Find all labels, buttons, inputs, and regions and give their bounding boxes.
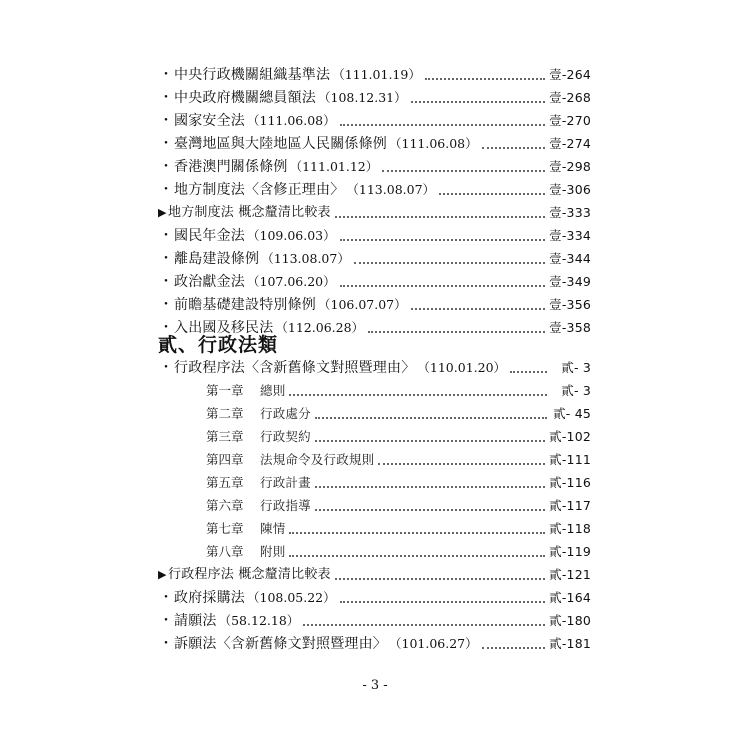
chapter-number: 第二章 [206, 406, 244, 421]
toc-chapter-row [158, 541, 591, 563]
entry-date: （112.06.28） [275, 320, 365, 335]
dot-leader [335, 216, 545, 218]
entry-title: 訴願法〈含新舊條文對照暨理由〉 [174, 636, 387, 652]
dot-leader [289, 555, 545, 557]
page-reference: 貳- 3 [561, 360, 591, 375]
section-heading: 貳、行政法類 [158, 334, 279, 356]
dot-leader [411, 101, 546, 103]
entry-title: 行政程序法〈含新舊條文對照暨理由〉 [174, 360, 416, 376]
chapter-line [206, 495, 549, 517]
page-reference: 壹-264 [549, 67, 591, 82]
toc-subentry-row [158, 564, 591, 586]
dot-leader [382, 170, 545, 172]
dot-leader [368, 331, 545, 333]
page-reference: 壹-333 [549, 205, 591, 220]
entry-title: 國家安全法 [174, 113, 245, 129]
dot-leader [315, 486, 545, 488]
triangle-bullet-icon: ▶ [158, 206, 167, 219]
dot-bullet-icon: ・ [159, 67, 173, 83]
page-reference: 貳-119 [549, 544, 591, 559]
chapter-title: 總則 [260, 383, 286, 398]
entry-date: （111.01.19） [332, 67, 421, 82]
dot-bullet-icon: ・ [159, 90, 173, 106]
dot-leader [340, 601, 546, 603]
entry-date: （111.06.08） [247, 113, 336, 128]
page-reference: 壹-334 [549, 228, 591, 243]
toc-entry-row [158, 587, 591, 609]
dot-bullet-icon: ・ [159, 320, 173, 336]
entry-date: （107.06.20） [247, 274, 336, 289]
dot-bullet-icon: ・ [159, 613, 173, 629]
chapter-number: 第一章 [206, 383, 244, 398]
toc-entry-row [158, 248, 591, 270]
chapter-title: 法規命令及行政規則 [260, 452, 375, 467]
toc-chapter-row [158, 472, 591, 494]
toc-chapter-row [158, 449, 591, 471]
dot-leader [340, 239, 546, 241]
chapter-line [206, 449, 549, 471]
dot-leader [411, 308, 546, 310]
dot-leader [340, 124, 546, 126]
chapter-line [206, 380, 551, 402]
dot-leader [303, 624, 545, 626]
dot-bullet-icon: ・ [159, 136, 173, 152]
dot-leader [335, 578, 545, 580]
page-reference: 壹-298 [549, 159, 591, 174]
page-reference: 貳-164 [549, 590, 591, 605]
dot-bullet-icon: ・ [159, 113, 173, 129]
toc-entry-row [158, 87, 591, 109]
entry-date: （110.01.20） [417, 360, 507, 375]
entry-date: （108.12.31） [318, 90, 407, 105]
entry-title: 請願法 [174, 613, 217, 629]
entry-title: 地方制度法 概念釐清比較表 [168, 205, 331, 220]
dot-bullet-icon: ・ [159, 636, 173, 652]
page-reference: 貳-111 [549, 452, 591, 467]
page-reference: 壹-344 [549, 251, 591, 266]
entry-title: 入出國及移民法 [174, 320, 274, 336]
page-reference: 貳-181 [549, 636, 591, 651]
page-reference: 貳-118 [549, 521, 591, 536]
toc-entry-row [158, 133, 591, 155]
dot-leader [482, 147, 546, 149]
dot-leader [315, 440, 545, 442]
entry-date: （58.12.18） [218, 613, 300, 628]
chapter-title: 行政計畫 [260, 475, 311, 490]
toc-entry-row [158, 110, 591, 132]
page-reference: 壹-358 [549, 320, 591, 335]
toc-entry-row [158, 225, 591, 247]
chapter-number: 第六章 [206, 498, 244, 513]
dot-bullet-icon: ・ [159, 297, 173, 313]
entry-title: 臺灣地區與大陸地區人民關係條例 [174, 136, 387, 152]
page-reference: 貳- 3 [561, 383, 591, 398]
chapter-line [206, 403, 551, 425]
entry-title: 前瞻基礎建設特別條例 [174, 297, 316, 313]
dot-leader [354, 262, 545, 264]
dot-leader [510, 371, 547, 373]
page-reference: 壹-270 [549, 113, 591, 128]
dot-leader [425, 78, 545, 80]
entry-date: （101.06.27） [389, 636, 478, 651]
entry-title: 政府採購法 [174, 590, 245, 606]
entry-date: （111.01.12） [289, 159, 379, 174]
toc-entry-row [158, 179, 591, 201]
chapter-number: 第四章 [206, 452, 244, 467]
dot-bullet-icon: ・ [159, 251, 173, 267]
toc-chapter-row [158, 380, 591, 402]
page-reference: 貳-180 [549, 613, 591, 628]
entry-date: （113.08.07） [261, 251, 350, 266]
chapter-line [206, 541, 549, 563]
chapter-number: 第八章 [206, 544, 244, 559]
toc-chapter-row [158, 495, 591, 517]
toc-entry-row [158, 156, 591, 178]
page-reference: 貳- 45 [553, 406, 591, 421]
dot-leader [340, 285, 546, 287]
page-reference: 貳-121 [549, 567, 591, 582]
page-reference: 壹-349 [549, 274, 591, 289]
chapter-title: 行政契約 [260, 429, 311, 444]
toc-chapter-row [158, 426, 591, 448]
entry-title: 地方制度法〈含修正理由〉 [174, 182, 345, 198]
page-reference: 貳-102 [549, 429, 591, 444]
entry-title: 中央行政機關組織基準法 [174, 67, 331, 83]
chapter-number: 第七章 [206, 521, 244, 536]
page-reference: 貳-117 [549, 498, 591, 513]
dot-bullet-icon: ・ [159, 360, 173, 376]
toc-entry-row [158, 294, 591, 316]
entry-date: （106.07.07） [318, 297, 407, 312]
chapter-line [206, 426, 549, 448]
chapter-title: 行政處分 [260, 406, 311, 421]
entry-title: 政治獻金法 [174, 274, 245, 290]
chapter-title: 附則 [260, 544, 286, 559]
triangle-bullet-icon: ▶ [158, 568, 167, 581]
chapter-number: 第五章 [206, 475, 244, 490]
page-reference: 貳-116 [549, 475, 591, 490]
chapter-title: 陳情 [260, 521, 286, 536]
entry-title: 離島建設條例 [174, 251, 260, 267]
entry-title: 香港澳門關係條例 [174, 159, 288, 175]
dot-bullet-icon: ・ [159, 274, 173, 290]
dot-bullet-icon: ・ [159, 159, 173, 175]
page-reference: 壹-274 [549, 136, 591, 151]
toc-entry-row [158, 271, 591, 293]
dot-leader [315, 509, 545, 511]
entry-title: 行政程序法 概念釐清比較表 [168, 567, 331, 582]
page-reference: 壹-268 [549, 90, 591, 105]
entry-date: （108.05.22） [247, 590, 336, 605]
chapter-title: 行政指導 [260, 498, 311, 513]
dot-leader [439, 193, 545, 195]
dot-bullet-icon: ・ [159, 590, 173, 606]
entry-date: （109.06.03） [247, 228, 336, 243]
chapter-line [206, 518, 549, 540]
chapter-number: 第三章 [206, 429, 244, 444]
dot-leader [289, 532, 545, 534]
chapter-line [206, 472, 549, 494]
dot-leader [289, 394, 547, 396]
toc-entry-row [158, 610, 591, 632]
dot-bullet-icon: ・ [159, 182, 173, 198]
toc-chapter-row [158, 518, 591, 540]
dot-leader [378, 463, 545, 465]
entry-date: （111.06.08） [389, 136, 478, 151]
page-reference: 壹-356 [549, 297, 591, 312]
entry-title: 中央政府機關總員額法 [174, 90, 316, 106]
toc-entry-row [158, 64, 591, 86]
dot-bullet-icon: ・ [159, 228, 173, 244]
dot-leader [482, 647, 546, 649]
page-reference: 壹-306 [549, 182, 591, 197]
entry-title: 國民年金法 [174, 228, 245, 244]
toc-chapter-row [158, 403, 591, 425]
toc-subentry-row [158, 202, 591, 224]
toc-entry-row [158, 633, 591, 655]
entry-date: （113.08.07） [346, 182, 436, 197]
page-number: - 3 - [362, 678, 388, 693]
toc-entry-row [158, 357, 591, 379]
dot-leader [315, 417, 547, 419]
